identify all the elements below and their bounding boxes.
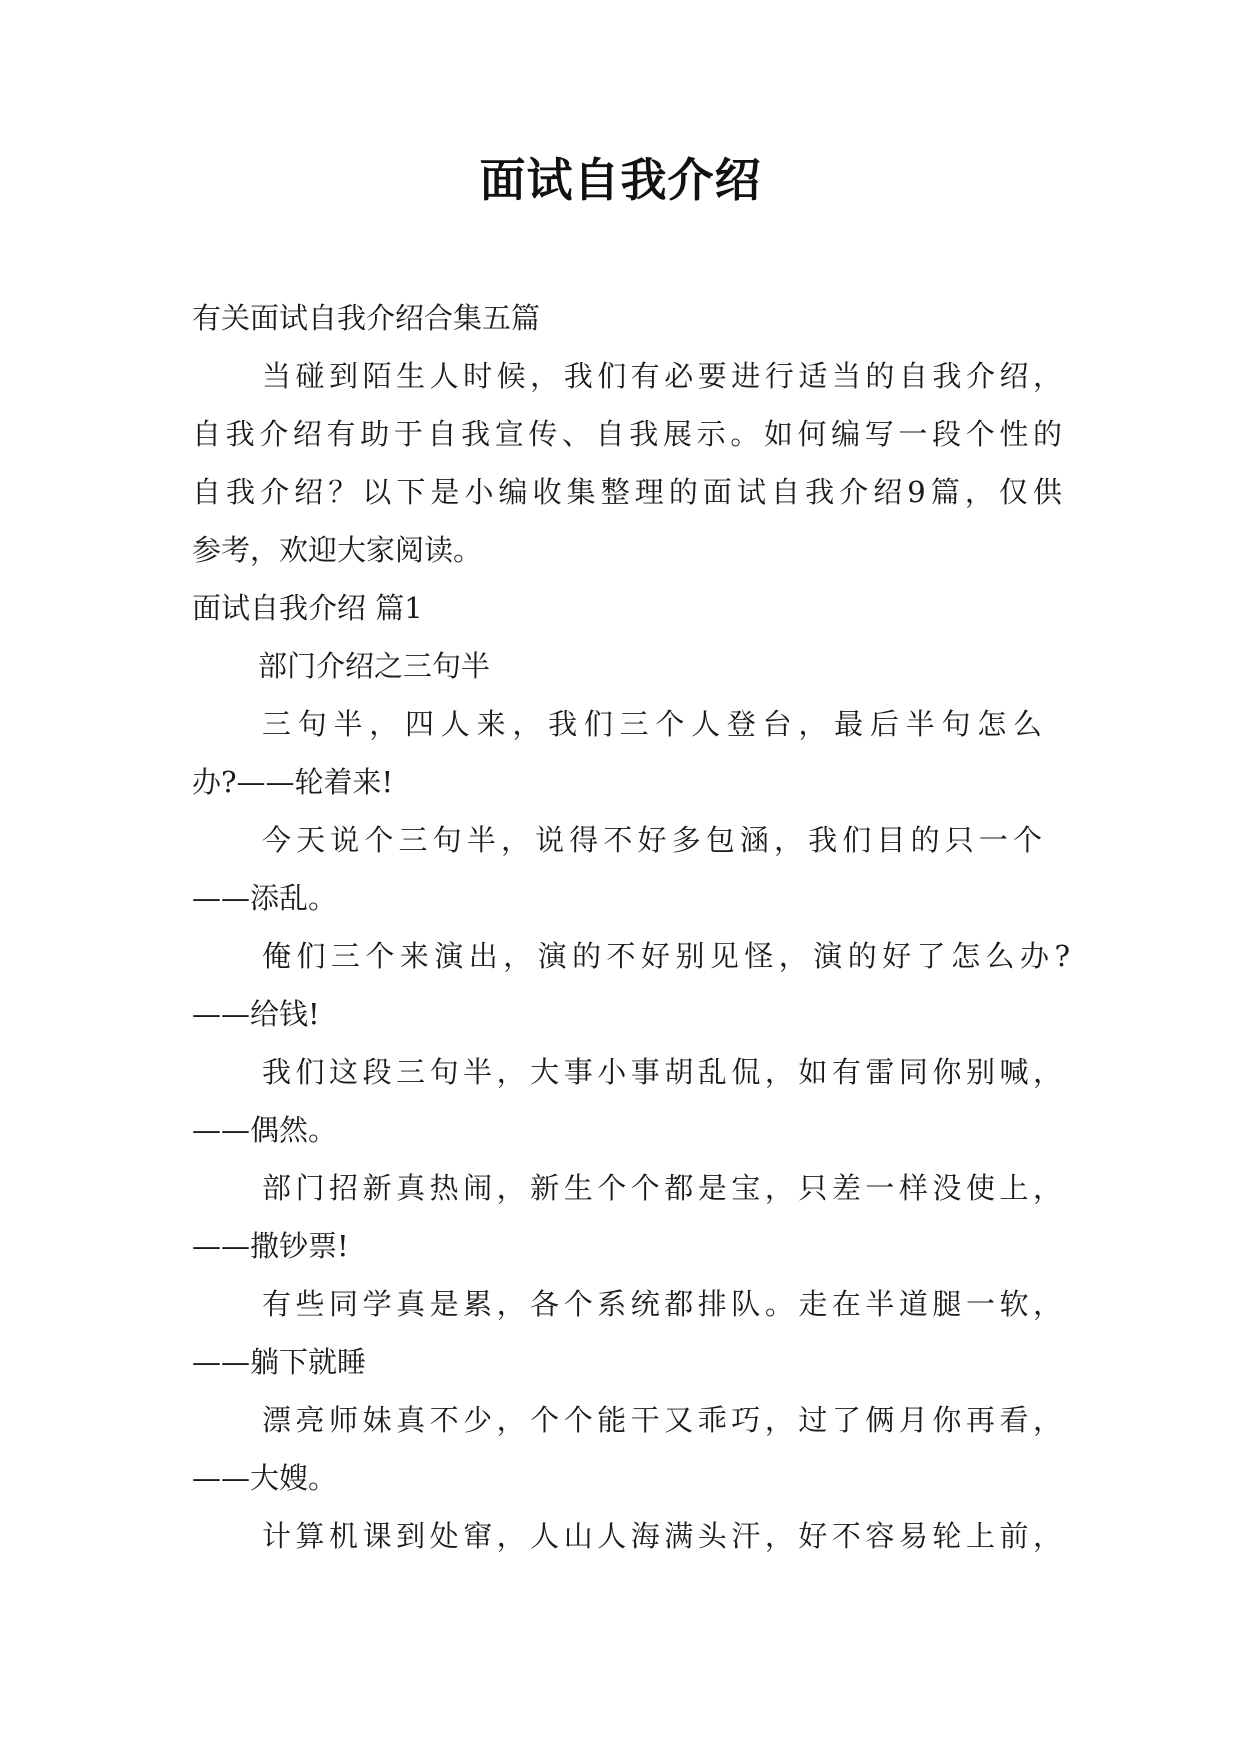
verse-line: 三句半，四人来，我们三个人登台，最后半句怎么 — [262, 707, 1042, 741]
verse-line: ——添乱。 — [192, 881, 338, 915]
verse-line: ——撒钞票! — [192, 1229, 349, 1263]
verse-line: 俺们三个来演出，演的不好别见怪，演的好了怎么办? — [262, 939, 1070, 973]
section-subheading: 部门介绍之三句半 — [258, 649, 491, 683]
verse-line: ——大嫂。 — [192, 1461, 338, 1495]
subtitle-line: 有关面试自我介绍合集五篇 — [192, 301, 541, 335]
paragraph-line: 当碰到陌生人时候，我们有必要进行适当的自我介绍， — [262, 359, 1062, 393]
paragraph-line: 参考，欢迎大家阅读。 — [192, 533, 483, 567]
document-title: 面试自我介绍 — [479, 153, 762, 207]
verse-line: ——躺下就睡 — [192, 1345, 367, 1379]
verse-line: 计算机课到处窜，人山人海满头汗，好不容易轮上前， — [262, 1519, 1062, 1553]
verse-line: 漂亮师妹真不少，个个能干又乖巧，过了俩月你再看， — [262, 1403, 1062, 1437]
verse-line: 有些同学真是累，各个系统都排队。走在半道腿一软， — [262, 1287, 1062, 1321]
paragraph-line: 自我介绍有助于自我宣传、自我展示。如何编写一段个性的 — [192, 417, 1062, 451]
verse-line: 部门招新真热闹，新生个个都是宝，只差一样没使上， — [262, 1171, 1062, 1205]
verse-line: 我们这段三句半，大事小事胡乱侃，如有雷同你别喊， — [262, 1055, 1062, 1089]
section-heading: 面试自我介绍 篇1 — [192, 591, 423, 625]
verse-line: 今天说个三句半，说得不好多包涵，我们目的只一个 — [262, 823, 1042, 857]
verse-line: 办?——轮着来! — [192, 765, 394, 799]
paragraph-line: 自我介绍？以下是小编收集整理的面试自我介绍9篇，仅供 — [192, 475, 1062, 509]
verse-line: ——偶然。 — [192, 1113, 338, 1147]
verse-line: ——给钱! — [192, 997, 320, 1031]
